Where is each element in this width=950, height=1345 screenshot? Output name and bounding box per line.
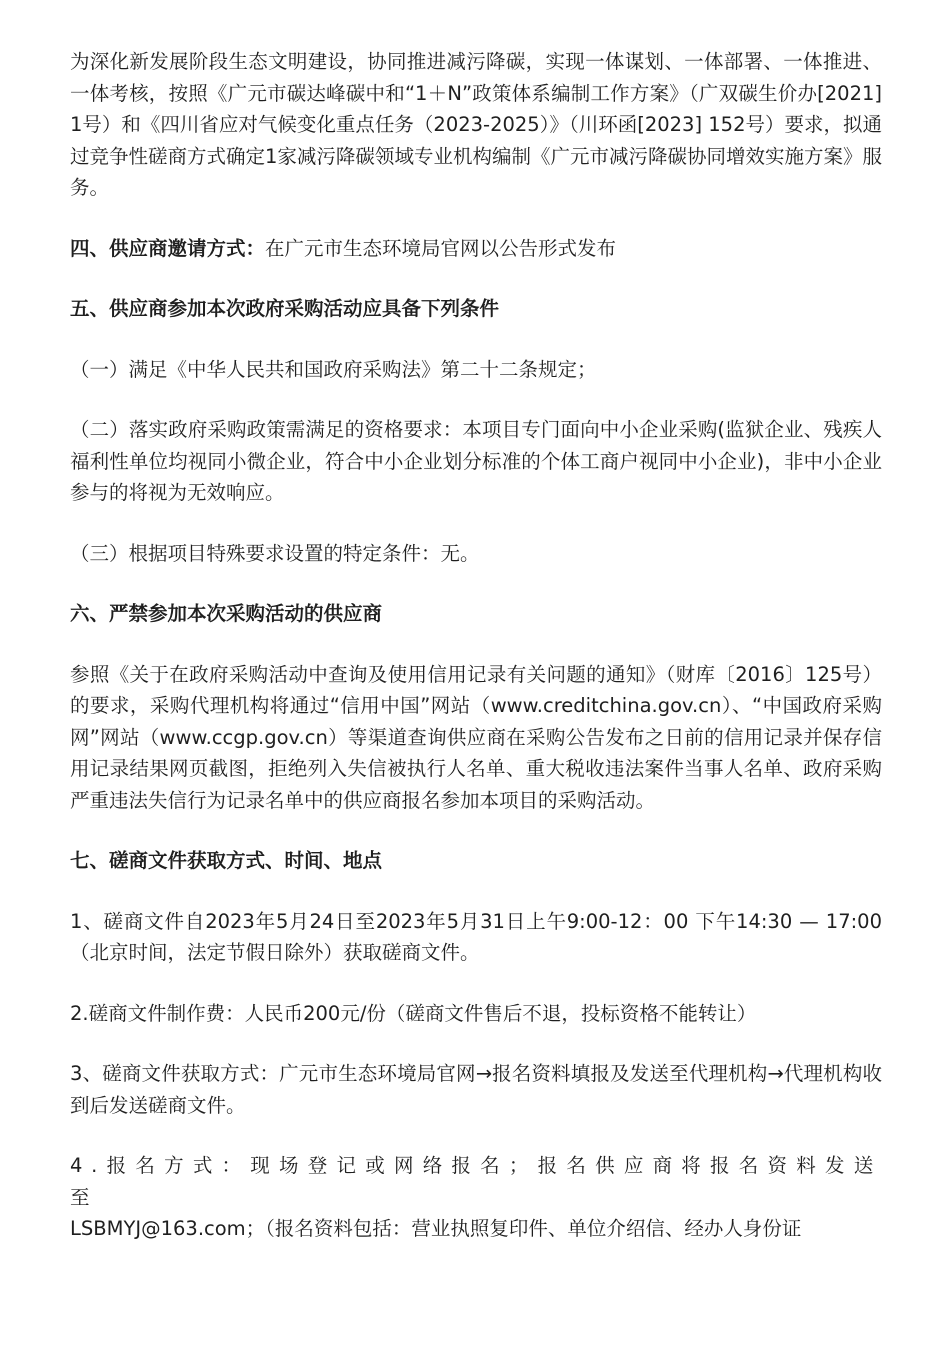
section-7-item-2: 2.磋商文件制作费：人民币200元/份（磋商文件售后不退，投标资格不能转让）	[70, 1001, 757, 1025]
section-5-item-3: （三）根据项目特殊要求设置的特定条件：无。	[70, 541, 480, 565]
section-7-item-4-line-2: LSBMYJ@163.com；（报名资料包括：营业执照复印件、单位介绍信、经办人身份证	[70, 1217, 802, 1240]
section-6-text: 参照《关于在政府采购活动中查询及使用信用记录有关问题的通知》（财库〔2016〕125号）的要求，采购代理机构将通过“信用中国”网站（www.creditchina.gov.cn）、“中国政府采购网”网站（www.ccgp.gov.cn）等渠道查询供应商在采购公告发布之日前的信用记录并保存信用记录结果网页截图，拒绝列入失信被执行人名单、重大税收违法案件当事人名单、政府采购严重违法失信行为记录名单中的供应商报名参加本项目的采购活动。	[70, 662, 882, 812]
intro-paragraph: 为深化新发展阶段生态文明建设，协同推进减污降碳，实现一体谋划、一体部署、一体推进、一体考核，按照《广元市碳达峰碳中和“1＋N”政策体系编制工作方案》（广双碳生价办[2021] 1号）和《四川省应对气候变化重点任务（2023-2025）》（川环函[2023] 152号）要求，拟通过竞争性磋商方式确定1家减污降碳领域专业机构编制《广元市减污降碳协同增效实施方案》服务。	[70, 50, 882, 199]
section-7-item-4-line-1: 4.报名方式：现场登记或网络报名；报名供应商将报名资料发送至	[70, 1154, 882, 1209]
section-4-label: 四、供应商邀请方式：	[70, 236, 266, 260]
section-7-item-1: 1、磋商文件自2023年5月24日至2023年5月31日上午9:00-12：00 下午14:30 — 17:00（北京时间，法定节假日除外）获取磋商文件。	[70, 909, 882, 964]
section-5-item-1: （一）满足《中华人民共和国政府采购法》第二十二条规定；	[70, 357, 597, 381]
section-5-item-2: （二）落实政府采购政策需满足的资格要求：本项目专门面向中小企业采购(监狱企业、残疾人福利性单位均视同小微企业，符合中小企业划分标准的个体工商户视同中小企业)，非中小企业参与的将视为无效响应。	[70, 418, 882, 504]
section-4	[70, 233, 882, 265]
document-page	[70, 46, 882, 1245]
section-7-heading: 七、磋商文件获取方式、时间、地点	[70, 849, 383, 872]
section-4-text: 在广元市生态环境局官网以公告形式发布	[265, 236, 617, 260]
section-5-heading: 五、供应商参加本次政府采购活动应具备下列条件	[70, 297, 500, 320]
section-7-item-3: 3、磋商文件获取方式：广元市生态环境局官网→报名资料填报及发送至代理机构→代理机构收到后发送磋商文件。	[70, 1062, 882, 1117]
section-6-heading: 六、严禁参加本次采购活动的供应商	[70, 602, 383, 625]
